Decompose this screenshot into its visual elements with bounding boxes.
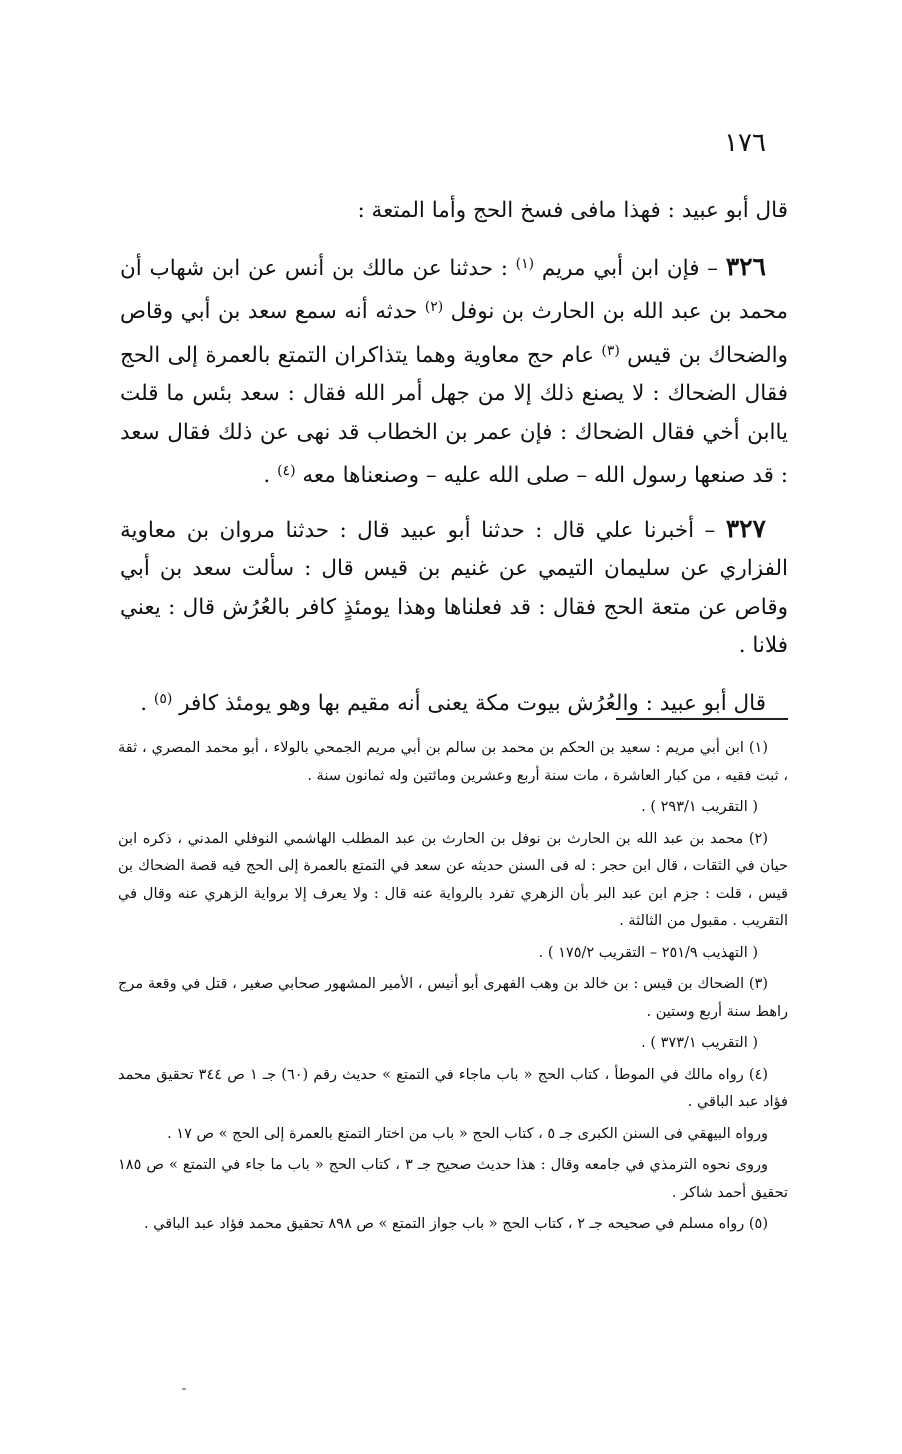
footnote-4-continuation: وروى نحوه الترمذي في جامعه وقال : هذا حديث صحيح جـ ٣ ، كتاب الحج « باب ما جاء في التمتع » ص ١٨٥ تحقيق أحمد شاكر .	[118, 1157, 788, 1201]
footnotes	[118, 735, 788, 1243]
hadith-dash: –	[694, 517, 726, 543]
footnote-2: (٢) محمد بن عبد الله بن الحارث بن نوفل بن الحارث بن عبد المطلب الهاشمي النوفلي المدني ، ذكره ابن حيان في الثقات ، قال ابن حجر : له فى السنن حديثه عن سعد في التمتع بالعمرة إلى الحج فيه قصة الضحاك بن قيس ، قلت : جزم ابن عبد البر بأن الزهري تفرد بالرواية عنه قال : ولا يعرف إلا برواية الزهري عنه وقال في التقريب . مقبول من الثالثة .	[118, 830, 788, 929]
footnote-ref-1: (١)	[515, 255, 535, 272]
footnote-1: (١) ابن أبي مريم : سعيد بن الحكم بن محمد بن سالم بن أبي مريم الجمحي بالولاء ، أبو محمد المصري ، ثقة ، ثبت فقيه ، من كبار العاشرة ، مات سنة أربع وعشرين ومائتين وله ثمانون سنة .	[118, 740, 788, 784]
main-text	[120, 192, 788, 737]
hadith-dash: –	[699, 255, 726, 281]
hadith-text: .	[263, 463, 278, 488]
closing-end: .	[140, 690, 154, 716]
hadith-text: حدثه أنه سمع سعد بن أبي وقاص والضحاك بن قيس	[120, 299, 788, 368]
footnote-ref-5: (٥)	[153, 690, 173, 707]
hadith-number: ٣٢٧	[725, 513, 766, 543]
footnote-ref-2: (٢)	[424, 299, 444, 315]
closing-paragraph	[120, 680, 788, 724]
footnote-ref-4: (٤)	[277, 463, 296, 479]
page-number: ١٧٦	[724, 128, 766, 158]
footnote-4-continuation: ورواه البيهقي فى السنن الكبرى جـ ٥ ، كتاب الحج « باب من اختار التمتع بالعمرة إلى الحج » ص ١٧ .	[167, 1125, 768, 1142]
closing-text: قال أبو عبيد : والعُرُش بيوت مكة يعنى أنه مقيم بها وهو يومئذ كافر	[172, 690, 766, 716]
intro-paragraph: قال أبو عبيد : فهذا مافى فسخ الحج وأما المتعة :	[357, 198, 788, 223]
footnote-separator	[616, 718, 788, 720]
footnote-4: (٤) رواه مالك في الموطأ ، كتاب الحج « باب ماجاء في التمتع » حديث رقم (٦٠) جـ ١ ص ٣٤٤ تحقيق محمد فؤاد عبد الباقي .	[118, 1066, 788, 1110]
hadith-text: فإن ابن أبي مريم	[534, 255, 700, 281]
footnote-3: (٣) الضحاك بن قيس : بن خالد بن وهب الفهرى أبو أنيس ، الأمير المشهور صحابي صغير ، قتل في وقعة مرج راهط سنة أربع وستين .	[118, 976, 788, 1020]
hadith-text: عام حج معاوية وهما يتذاكران التمتع بالعمرة إلى الحج فقال الضحاك : لا يصنع ذلك إلا من جهل أمر الله فقال : سعد بئس ما قلت ياابن أخي فقال الضحاك : فإن عمر بن الخطاب قد نهى عن ذلك فقال سعد : قد صنعها رسول الله – صلى الله عليه – وصنعناها معه	[120, 342, 788, 488]
hadith-text: : حدثنا عن مالك بن أنس عن ابن شهاب أن محمد بن عبد الله بن الحارث بن نوفل	[120, 255, 788, 324]
hadith-text: أخبرنا علي قال : حدثنا أبو عبيد قال : حدثنا مروان بن معاوية الفزاري عن سليمان التيمي عن غنيم بن قيس قال : سألت سعد بن أبي وقاص عن متعة الحج فقال : قد فعلناها وهذا يومئذٍ كافر بالعُرُش قال : يعني فلانا .	[120, 517, 788, 658]
footnote-ref-3: (٣)	[601, 342, 620, 359]
footnote-5: (٥) رواه مسلم في صحيحه جـ ٢ ، كتاب الحج « باب جواز التمتع » ص ٨٩٨ تحقيق محمد فؤاد عبد الباقي .	[144, 1216, 768, 1232]
footnote-1-reference: ( التقريب ٢٩٣/١ ) .	[641, 799, 758, 815]
footnote-3-reference: ( التقريب ٣٧٣/١ ) .	[641, 1035, 758, 1051]
hadith-number: ٣٢٦	[725, 251, 766, 281]
hadith-327-paragraph	[120, 510, 788, 666]
footnote-2-reference: ( التهذيب ٢٥١/٩ – التقريب ١٧٥/٢ ) .	[538, 944, 758, 961]
hadith-326-paragraph	[120, 245, 788, 496]
scan-speck	[182, 1388, 186, 1390]
